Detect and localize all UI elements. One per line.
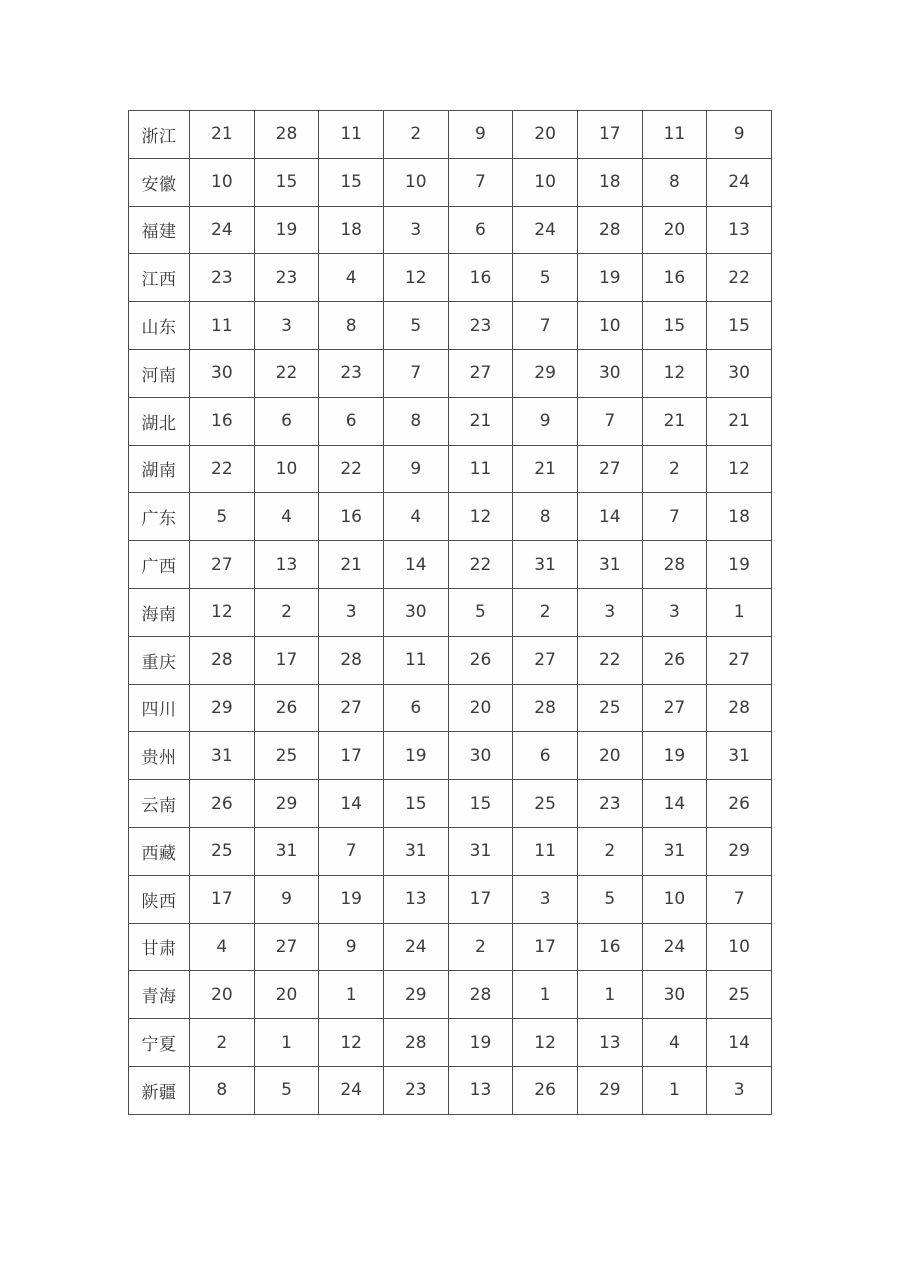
value-cell: 29 [383, 971, 448, 1019]
value-cell: 17 [448, 875, 513, 923]
province-cell: 四川 [129, 684, 190, 732]
value-cell: 12 [642, 349, 707, 397]
value-cell: 30 [383, 588, 448, 636]
value-cell: 14 [707, 1019, 772, 1067]
value-cell: 9 [448, 111, 513, 159]
value-cell: 9 [254, 875, 319, 923]
value-cell: 5 [254, 1066, 319, 1114]
value-cell: 27 [577, 445, 642, 493]
province-data-table [128, 110, 772, 1115]
value-cell: 3 [513, 875, 578, 923]
table-row [129, 493, 772, 541]
value-cell: 13 [448, 1066, 513, 1114]
value-cell: 13 [577, 1019, 642, 1067]
table-row [129, 636, 772, 684]
value-cell: 8 [319, 302, 384, 350]
value-cell: 9 [513, 397, 578, 445]
value-cell: 9 [707, 111, 772, 159]
value-cell: 10 [190, 158, 255, 206]
value-cell: 13 [383, 875, 448, 923]
value-cell: 27 [513, 636, 578, 684]
table-body [129, 111, 772, 1115]
value-cell: 4 [383, 493, 448, 541]
value-cell: 7 [448, 158, 513, 206]
value-cell: 30 [642, 971, 707, 1019]
value-cell: 31 [190, 732, 255, 780]
value-cell: 18 [577, 158, 642, 206]
value-cell: 15 [448, 780, 513, 828]
value-cell: 22 [577, 636, 642, 684]
value-cell: 21 [707, 397, 772, 445]
value-cell: 29 [577, 1066, 642, 1114]
value-cell: 16 [319, 493, 384, 541]
value-cell: 22 [190, 445, 255, 493]
value-cell: 17 [254, 636, 319, 684]
value-cell: 26 [513, 1066, 578, 1114]
province-cell: 浙江 [129, 111, 190, 159]
value-cell: 10 [513, 158, 578, 206]
table-row [129, 923, 772, 971]
value-cell: 28 [319, 636, 384, 684]
province-cell: 甘肃 [129, 923, 190, 971]
value-cell: 19 [448, 1019, 513, 1067]
value-cell: 8 [642, 158, 707, 206]
value-cell: 3 [319, 588, 384, 636]
value-cell: 14 [642, 780, 707, 828]
value-cell: 24 [383, 923, 448, 971]
province-cell: 湖南 [129, 445, 190, 493]
value-cell: 27 [254, 923, 319, 971]
value-cell: 20 [448, 684, 513, 732]
value-cell: 5 [513, 254, 578, 302]
value-cell: 6 [254, 397, 319, 445]
table-row [129, 254, 772, 302]
value-cell: 10 [577, 302, 642, 350]
value-cell: 17 [319, 732, 384, 780]
table-row [129, 541, 772, 589]
province-cell: 新疆 [129, 1066, 190, 1114]
value-cell: 11 [383, 636, 448, 684]
value-cell: 18 [707, 493, 772, 541]
value-cell: 29 [707, 827, 772, 875]
value-cell: 29 [513, 349, 578, 397]
value-cell: 11 [319, 111, 384, 159]
value-cell: 24 [642, 923, 707, 971]
value-cell: 31 [383, 827, 448, 875]
value-cell: 29 [254, 780, 319, 828]
value-cell: 12 [190, 588, 255, 636]
value-cell: 24 [190, 206, 255, 254]
value-cell: 28 [254, 111, 319, 159]
value-cell: 15 [254, 158, 319, 206]
value-cell: 25 [254, 732, 319, 780]
value-cell: 2 [254, 588, 319, 636]
value-cell: 3 [642, 588, 707, 636]
table-row [129, 1019, 772, 1067]
value-cell: 4 [190, 923, 255, 971]
value-cell: 26 [190, 780, 255, 828]
value-cell: 28 [642, 541, 707, 589]
value-cell: 26 [642, 636, 707, 684]
province-cell: 湖北 [129, 397, 190, 445]
value-cell: 26 [707, 780, 772, 828]
value-cell: 18 [319, 206, 384, 254]
value-cell: 12 [513, 1019, 578, 1067]
value-cell: 7 [707, 875, 772, 923]
value-cell: 21 [190, 111, 255, 159]
table-row [129, 827, 772, 875]
value-cell: 28 [513, 684, 578, 732]
value-cell: 19 [254, 206, 319, 254]
value-cell: 3 [254, 302, 319, 350]
province-cell: 山东 [129, 302, 190, 350]
value-cell: 25 [513, 780, 578, 828]
value-cell: 14 [577, 493, 642, 541]
table-row [129, 732, 772, 780]
value-cell: 9 [319, 923, 384, 971]
table-row [129, 302, 772, 350]
value-cell: 30 [190, 349, 255, 397]
value-cell: 11 [190, 302, 255, 350]
value-cell: 8 [513, 493, 578, 541]
value-cell: 17 [513, 923, 578, 971]
table-row [129, 158, 772, 206]
value-cell: 1 [642, 1066, 707, 1114]
table-row [129, 206, 772, 254]
province-cell: 云南 [129, 780, 190, 828]
value-cell: 30 [707, 349, 772, 397]
value-cell: 7 [642, 493, 707, 541]
table-row [129, 445, 772, 493]
value-cell: 19 [319, 875, 384, 923]
value-cell: 13 [254, 541, 319, 589]
value-cell: 10 [254, 445, 319, 493]
value-cell: 15 [707, 302, 772, 350]
value-cell: 6 [513, 732, 578, 780]
value-cell: 4 [642, 1019, 707, 1067]
table-row [129, 111, 772, 159]
value-cell: 31 [577, 541, 642, 589]
value-cell: 3 [577, 588, 642, 636]
value-cell: 10 [707, 923, 772, 971]
value-cell: 27 [190, 541, 255, 589]
table-row [129, 588, 772, 636]
value-cell: 5 [190, 493, 255, 541]
value-cell: 30 [577, 349, 642, 397]
value-cell: 24 [513, 206, 578, 254]
value-cell: 21 [513, 445, 578, 493]
value-cell: 20 [513, 111, 578, 159]
value-cell: 20 [190, 971, 255, 1019]
table-row [129, 780, 772, 828]
value-cell: 27 [448, 349, 513, 397]
value-cell: 12 [383, 254, 448, 302]
value-cell: 28 [190, 636, 255, 684]
value-cell: 28 [383, 1019, 448, 1067]
value-cell: 12 [707, 445, 772, 493]
value-cell: 28 [448, 971, 513, 1019]
value-cell: 13 [707, 206, 772, 254]
value-cell: 21 [319, 541, 384, 589]
province-cell: 安徽 [129, 158, 190, 206]
province-cell: 陕西 [129, 875, 190, 923]
province-cell: 福建 [129, 206, 190, 254]
value-cell: 10 [642, 875, 707, 923]
value-cell: 23 [190, 254, 255, 302]
value-cell: 19 [707, 541, 772, 589]
value-cell: 26 [254, 684, 319, 732]
value-cell: 11 [513, 827, 578, 875]
value-cell: 2 [383, 111, 448, 159]
value-cell: 31 [254, 827, 319, 875]
value-cell: 25 [707, 971, 772, 1019]
value-cell: 22 [448, 541, 513, 589]
value-cell: 3 [383, 206, 448, 254]
value-cell: 9 [383, 445, 448, 493]
value-cell: 11 [448, 445, 513, 493]
value-cell: 17 [190, 875, 255, 923]
value-cell: 1 [707, 588, 772, 636]
value-cell: 24 [319, 1066, 384, 1114]
value-cell: 6 [383, 684, 448, 732]
province-cell: 河南 [129, 349, 190, 397]
value-cell: 6 [448, 206, 513, 254]
table-row [129, 971, 772, 1019]
value-cell: 23 [448, 302, 513, 350]
value-cell: 5 [448, 588, 513, 636]
value-cell: 2 [642, 445, 707, 493]
value-cell: 23 [254, 254, 319, 302]
value-cell: 1 [254, 1019, 319, 1067]
value-cell: 12 [319, 1019, 384, 1067]
value-cell: 3 [707, 1066, 772, 1114]
value-cell: 7 [577, 397, 642, 445]
table-row [129, 1066, 772, 1114]
value-cell: 23 [383, 1066, 448, 1114]
value-cell: 11 [642, 111, 707, 159]
province-cell: 西藏 [129, 827, 190, 875]
value-cell: 31 [448, 827, 513, 875]
province-cell: 宁夏 [129, 1019, 190, 1067]
value-cell: 4 [254, 493, 319, 541]
value-cell: 30 [448, 732, 513, 780]
value-cell: 20 [577, 732, 642, 780]
table-row [129, 349, 772, 397]
value-cell: 14 [383, 541, 448, 589]
value-cell: 31 [642, 827, 707, 875]
value-cell: 25 [577, 684, 642, 732]
province-cell: 广西 [129, 541, 190, 589]
value-cell: 28 [707, 684, 772, 732]
value-cell: 1 [577, 971, 642, 1019]
table-row [129, 397, 772, 445]
value-cell: 17 [577, 111, 642, 159]
value-cell: 31 [707, 732, 772, 780]
value-cell: 4 [319, 254, 384, 302]
value-cell: 28 [577, 206, 642, 254]
value-cell: 31 [513, 541, 578, 589]
value-cell: 25 [190, 827, 255, 875]
value-cell: 22 [707, 254, 772, 302]
value-cell: 1 [513, 971, 578, 1019]
value-cell: 2 [577, 827, 642, 875]
value-cell: 19 [577, 254, 642, 302]
value-cell: 12 [448, 493, 513, 541]
value-cell: 7 [513, 302, 578, 350]
value-cell: 15 [642, 302, 707, 350]
value-cell: 15 [319, 158, 384, 206]
value-cell: 2 [513, 588, 578, 636]
value-cell: 22 [319, 445, 384, 493]
value-cell: 6 [319, 397, 384, 445]
value-cell: 8 [190, 1066, 255, 1114]
province-cell: 青海 [129, 971, 190, 1019]
value-cell: 23 [319, 349, 384, 397]
value-cell: 7 [319, 827, 384, 875]
province-cell: 广东 [129, 493, 190, 541]
value-cell: 23 [577, 780, 642, 828]
value-cell: 20 [642, 206, 707, 254]
value-cell: 5 [383, 302, 448, 350]
table-row [129, 684, 772, 732]
value-cell: 14 [319, 780, 384, 828]
value-cell: 27 [319, 684, 384, 732]
value-cell: 16 [448, 254, 513, 302]
value-cell: 21 [448, 397, 513, 445]
table-row [129, 875, 772, 923]
value-cell: 24 [707, 158, 772, 206]
province-cell: 贵州 [129, 732, 190, 780]
value-cell: 16 [190, 397, 255, 445]
value-cell: 22 [254, 349, 319, 397]
value-cell: 7 [383, 349, 448, 397]
value-cell: 29 [190, 684, 255, 732]
province-cell: 海南 [129, 588, 190, 636]
value-cell: 20 [254, 971, 319, 1019]
value-cell: 26 [448, 636, 513, 684]
value-cell: 21 [642, 397, 707, 445]
value-cell: 10 [383, 158, 448, 206]
value-cell: 2 [190, 1019, 255, 1067]
value-cell: 16 [642, 254, 707, 302]
value-cell: 15 [383, 780, 448, 828]
value-cell: 1 [319, 971, 384, 1019]
province-cell: 重庆 [129, 636, 190, 684]
value-cell: 27 [642, 684, 707, 732]
value-cell: 27 [707, 636, 772, 684]
value-cell: 5 [577, 875, 642, 923]
value-cell: 16 [577, 923, 642, 971]
value-cell: 8 [383, 397, 448, 445]
value-cell: 19 [642, 732, 707, 780]
province-cell: 江西 [129, 254, 190, 302]
value-cell: 2 [448, 923, 513, 971]
value-cell: 19 [383, 732, 448, 780]
